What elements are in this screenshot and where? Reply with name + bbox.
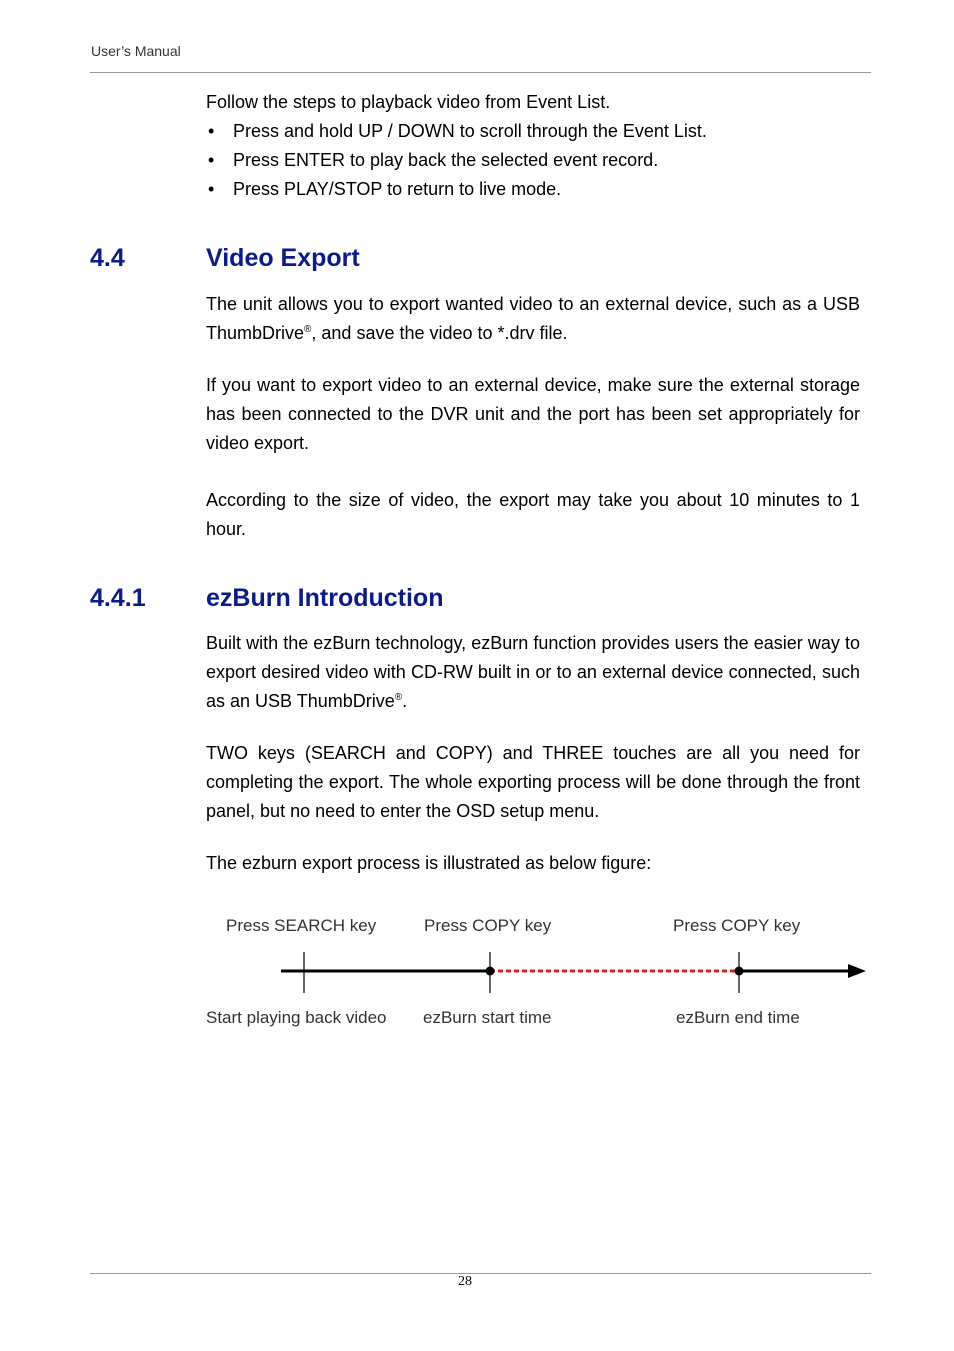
figure-label-bottom: ezBurn end time [676, 1008, 800, 1027]
timeline-point [735, 967, 744, 976]
list-item: • Press and hold UP / DOWN to scroll through the Event List. [206, 117, 860, 146]
bullet-icon: • [208, 121, 215, 141]
section-number: 4.4 [90, 244, 125, 272]
section-heading-4-4 [90, 244, 360, 273]
list-item: • Press PLAY/STOP to return to live mode. [206, 175, 860, 204]
bullet-icon: • [208, 150, 215, 170]
section-4-4-body [206, 290, 860, 544]
paragraph: The ezburn export process is illustrated as below figure: [206, 853, 652, 873]
figure-label-top: Press COPY key [673, 916, 801, 935]
registered-mark: ® [304, 324, 312, 335]
bullet-icon: • [208, 179, 215, 199]
paragraph: TWO keys (SEARCH and COPY) and THREE touches are all you need for completing the export. The whole exporting process will be done through the front panel, but no need to enter the OSD setup menu. [206, 743, 860, 821]
paragraph: The unit allows you to export wanted video to an external device, such as a USB ThumbDrive®, and save the video to *.drv file. [206, 294, 860, 343]
registered-mark: ® [394, 692, 403, 703]
paragraph: If you want to export video to an external device, make sure the external storage has been connected to the DVR unit and the port has been set appropriately for video export. [206, 375, 860, 453]
figure-label-top: Press COPY key [424, 916, 552, 935]
paragraph: Built with the ezBurn technology, ezBurn function provides users the easier way to export desired video with CD-RW built in or to an external device connected, such as an USB ThumbDrive®. [206, 633, 860, 711]
paragraph: According to the size of video, the export may take you about 10 minutes to 1 hour. [206, 490, 860, 539]
timeline-point [486, 967, 495, 976]
intro-lead: Follow the steps to playback video from Event List. [206, 92, 611, 112]
running-header: User’s Manual [91, 43, 181, 59]
section-number: 4.4.1 [90, 584, 146, 612]
page-number: 28 [458, 1274, 472, 1289]
section-title: ezBurn Introduction [206, 584, 444, 612]
header-rule [90, 72, 871, 73]
list-item: • Press ENTER to play back the selected event record. [206, 146, 860, 175]
section-title: Video Export [206, 244, 360, 272]
figure-label-bottom: ezBurn start time [423, 1008, 552, 1027]
intro-block [206, 88, 860, 204]
figure-label-bottom: Start playing back video [206, 1008, 387, 1027]
ezburn-process-figure [0, 900, 954, 1040]
section-heading-4-4-1 [90, 584, 443, 613]
section-4-4-1-body [206, 629, 860, 878]
intro-bullet-list [206, 117, 860, 204]
figure-label-top: Press SEARCH key [226, 916, 377, 935]
arrow-head-icon [848, 964, 866, 978]
